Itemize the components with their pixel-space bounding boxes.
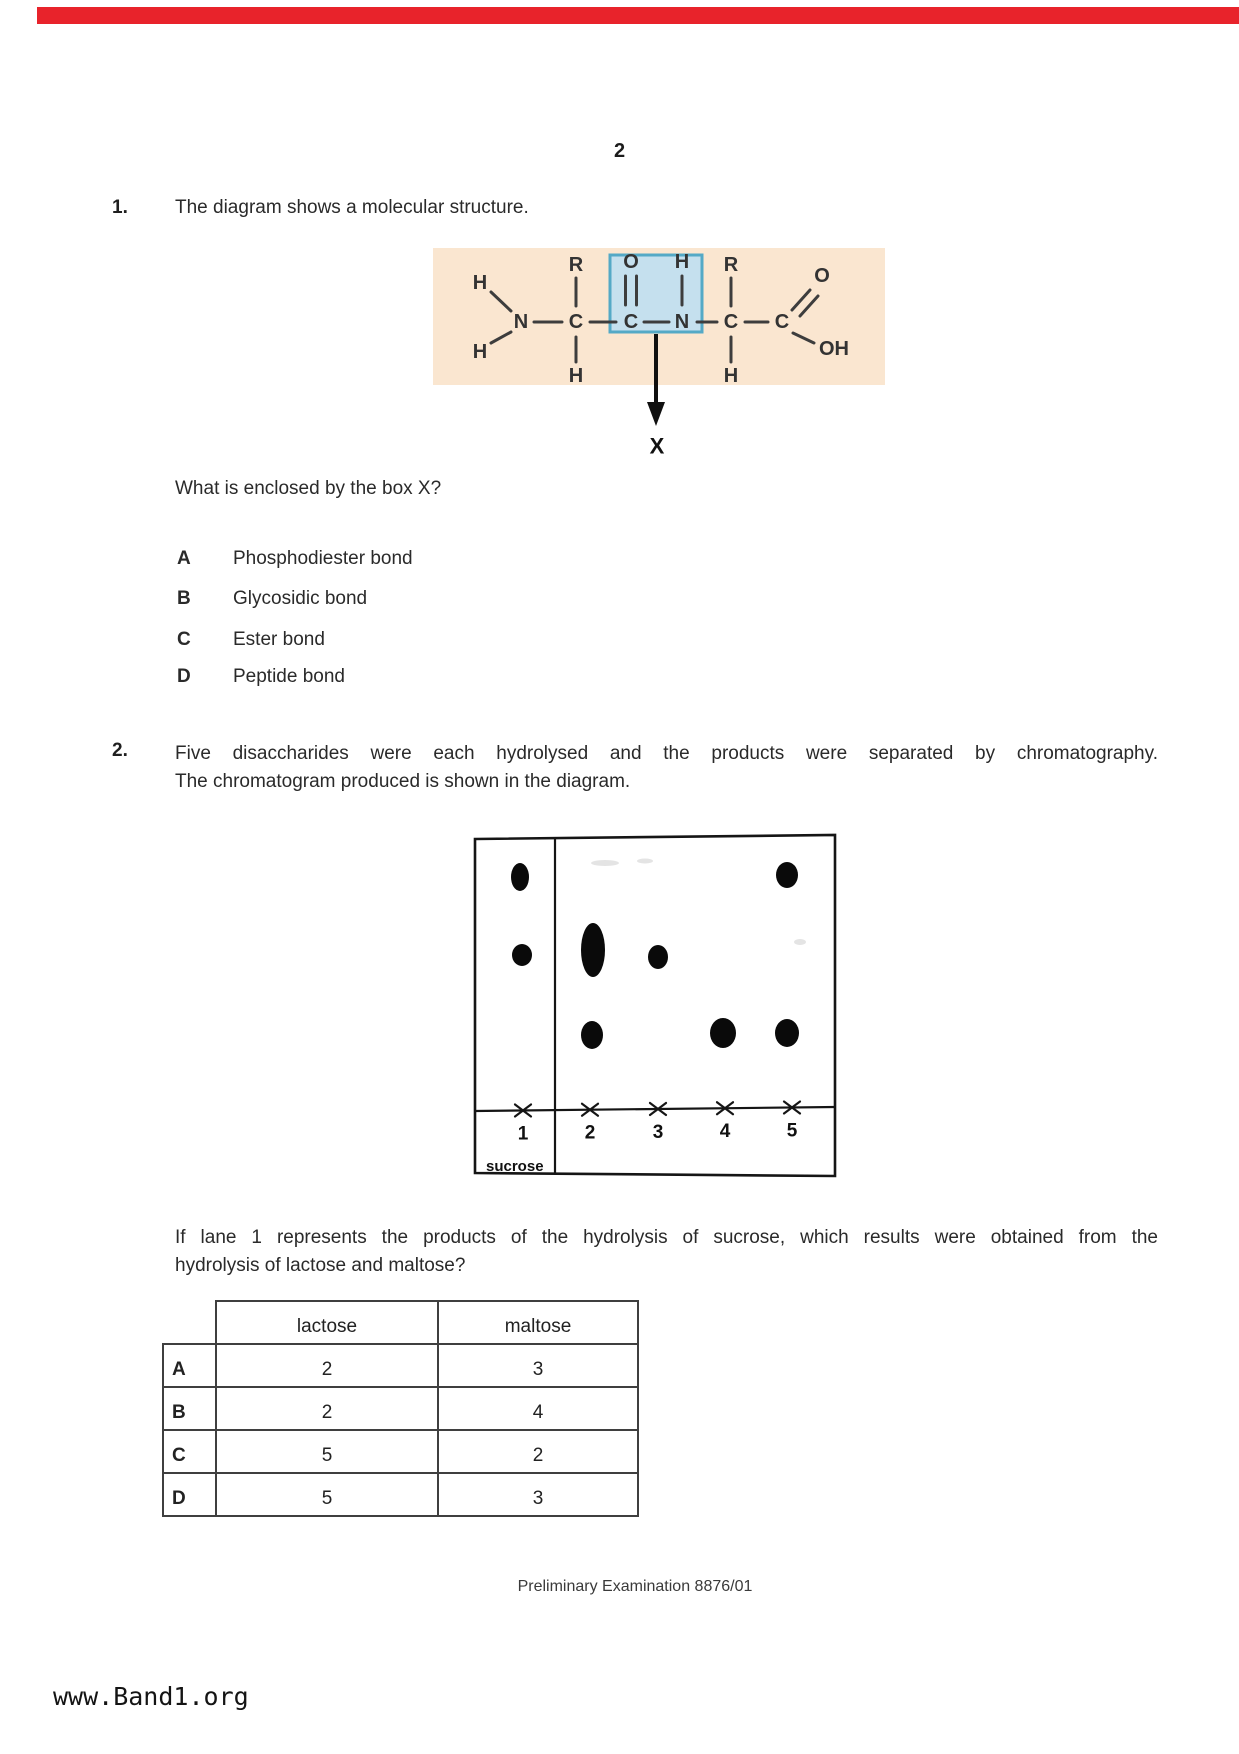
atom-r: R	[568, 254, 584, 276]
table-corner-empty	[163, 1301, 216, 1344]
table-row	[163, 1430, 638, 1473]
atom-c: C	[723, 311, 739, 333]
website-watermark: www.Band1.org	[53, 1682, 249, 1711]
chromatogram-spot-lane-3	[648, 945, 668, 969]
option-d-letter: D	[177, 666, 191, 687]
page-number: 2	[613, 140, 626, 162]
question-2-text-line1: If lane 1 represents the products of the hydrolysis of sucrose, which results were obtained from the	[175, 1227, 1158, 1248]
option-d-text: Peptide bond	[233, 666, 345, 687]
atom-h: H	[472, 341, 488, 363]
cell-c-lactose: 5	[216, 1430, 438, 1473]
option-c-text: Ester bond	[233, 629, 325, 650]
table-row	[163, 1387, 638, 1430]
answer-table	[162, 1300, 639, 1517]
row-label-a: A	[163, 1344, 216, 1387]
option-b-text: Glycosidic bond	[233, 588, 368, 609]
top-accent-bar	[37, 7, 1239, 24]
question-1-number: 1.	[112, 197, 128, 218]
question-2-text-line2: hydrolysis of lactose and maltose?	[175, 1255, 466, 1276]
lane-number: 4	[719, 1121, 731, 1143]
chromatogram-spot-lane-2	[581, 1021, 603, 1049]
option-a-letter: A	[177, 548, 191, 569]
column-header-maltose: maltose	[438, 1301, 638, 1344]
cell-c-maltose: 2	[438, 1430, 638, 1473]
atom-o: O	[814, 265, 830, 287]
cell-a-maltose: 3	[438, 1344, 638, 1387]
cell-a-lactose: 2	[216, 1344, 438, 1387]
cell-d-maltose: 3	[438, 1473, 638, 1516]
origin-label: sucrose	[486, 1158, 544, 1175]
question-1-text: What is enclosed by the box X?	[175, 478, 442, 499]
lane-number: 5	[786, 1120, 798, 1142]
option-c	[177, 629, 325, 651]
column-header-lactose: lactose	[216, 1301, 438, 1344]
row-label-c: C	[163, 1430, 216, 1473]
lane-number: 2	[584, 1122, 596, 1144]
cell-b-maltose: 4	[438, 1387, 638, 1430]
cell-d-lactose: 5	[216, 1473, 438, 1516]
atom-h: H	[472, 272, 488, 294]
option-b-letter: B	[177, 588, 191, 609]
footer-exam-reference: Preliminary Examination 8876/01	[517, 1578, 753, 1595]
table-header-row	[163, 1301, 638, 1344]
question-2-prompt-line2: The chromatogram produced is shown in the diagram.	[175, 771, 631, 792]
atom-h: H	[568, 365, 584, 387]
question-2-text	[175, 1224, 1158, 1280]
atom-c: C	[774, 311, 790, 333]
scan-artifacts	[591, 859, 806, 946]
question-1-prompt: The diagram shows a molecular structure.	[175, 197, 529, 218]
table-row	[163, 1344, 638, 1387]
chromatogram-spot-lane-4	[710, 1018, 736, 1048]
cell-b-lactose: 2	[216, 1387, 438, 1430]
chromatogram-spot-lane-5	[775, 1019, 799, 1047]
row-label-b: B	[163, 1387, 216, 1430]
question-2-number: 2.	[112, 740, 128, 761]
atom-n: N	[513, 311, 529, 333]
lane-number: 1	[517, 1123, 529, 1145]
chromatogram-spot-lane-5	[776, 862, 798, 888]
x-label: X	[649, 433, 665, 459]
lane-numbers	[518, 1120, 798, 1144]
question-2-prompt	[175, 740, 1158, 796]
option-b	[177, 588, 367, 610]
row-label-d: D	[163, 1473, 216, 1516]
option-a-text: Phosphodiester bond	[233, 548, 413, 569]
chromatogram-diagram	[470, 830, 840, 1182]
chromatogram-spot-lane-1	[512, 944, 532, 966]
origin-x-marks	[515, 1101, 800, 1116]
atom-oh: OH	[819, 338, 849, 360]
molecular-structure-diagram	[420, 240, 900, 470]
option-a	[177, 548, 413, 570]
lane-number: 3	[652, 1121, 664, 1143]
atom-o: O	[623, 251, 639, 273]
atom-r: R	[723, 254, 739, 276]
atom-h: H	[674, 251, 690, 273]
arrow-head-icon	[647, 402, 665, 426]
chromatogram-spot-lane-1	[511, 863, 529, 891]
table-row	[163, 1473, 638, 1516]
atom-h: H	[723, 365, 739, 387]
option-d	[177, 666, 345, 688]
atom-c: C	[568, 311, 584, 333]
atom-n: N	[674, 311, 690, 333]
option-c-letter: C	[177, 629, 191, 650]
question-2-prompt-line1: Five disaccharides were each hydrolysed and the products were separated by chromatography.	[175, 743, 1158, 764]
atom-c: C	[623, 311, 639, 333]
chromatogram-spot-lane-2	[581, 923, 605, 977]
